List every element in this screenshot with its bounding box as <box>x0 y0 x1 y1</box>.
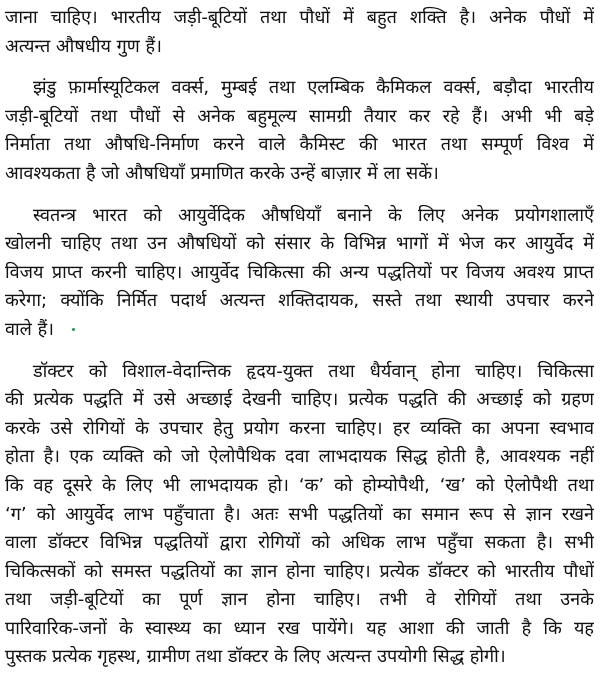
stray-dot-mark <box>72 328 75 331</box>
text-line: निर्माता तथा औषधि-निर्माण करने वाले कैमिस्ट की भारत तथा सम्पूर्ण विश्व में <box>5 134 594 156</box>
text-line: होता है। एक व्यक्ति को जो ऐलोपैथिक दवा लाभदायक सिद्ध होती है, आवश्यक नहीं <box>5 446 594 468</box>
text-line: करके उसे रोगियों के उपचार हेतु प्रयोग करना चाहिए। हर व्यक्ति का अपना स्वभाव <box>5 417 594 439</box>
text-line-content: वाले हैं। <box>5 318 54 340</box>
paragraph-4 <box>5 358 594 673</box>
text-line: विजय प्राप्त करनी चाहिए। आयुर्वेद चिकित्सा की अन्य पद्धतियों पर विजय अवश्य प्राप्त <box>5 261 594 283</box>
text-line: पारिवारिक-जनों के स्वास्थ्य का ध्यान रख पायेंगे। यह आशा की जाती है कि यह <box>5 617 594 639</box>
text-line: डॉक्टर को विशाल-वेदान्तिक हृदय-युक्त तथा धैर्यवान् होना चाहिए। चिकित्सा <box>33 360 594 382</box>
paragraph-3 <box>5 202 594 345</box>
text-line: की प्रत्येक पद्धति में उसे अच्छाई देखनी चाहिए। प्रत्येक पद्धति की अच्छाई को ग्रहण <box>5 389 594 411</box>
text-line: खोलनी चाहिए तथा उन औषधियों को संसार के विभिन्न भागों में भेज कर आयुर्वेद में <box>5 233 594 255</box>
text-line: ‘ग’ को आयुर्वेद लाभ पहुँचाता है। अतः सभी पद्धतियों का समान रूप से ज्ञान रखने <box>5 503 594 525</box>
paragraph-1 <box>5 4 594 61</box>
text-line: झंडु फ़ार्मास्यूटिकल वर्क्स, मुम्बई तथा एलम्बिक कैमिकल वर्क्स, बड़ौदा भारतीय <box>33 77 594 99</box>
text-line <box>5 316 594 345</box>
text-line: आवश्यकता है जो औषधियाँ प्रमाणित करके उन्हें बाज़ार में ला सकें। <box>5 162 439 184</box>
text-line: स्वतन्त्र भारत को आयुर्वेदिक औषधियाँ बनाने के लिए अनेक प्रयोगशालाएँ <box>33 204 594 226</box>
paragraph-2 <box>5 74 594 188</box>
text-line: चिकित्सकों को समस्त पद्धतियों का ज्ञान होना चाहिए। प्रत्येक डॉक्टर को भारतीय पौधों <box>5 560 594 582</box>
text-line: कि वह दूसरे के लिए भी लाभदायक हो। ‘क’ को होम्योपैथी, ‘ख’ को ऐलोपैथी तथा <box>5 474 594 496</box>
text-line: पुस्तक प्रत्येक गृहस्थ, ग्रामीण तथा डॉक्टर के लिए अत्यन्त उपयोगी सिद्ध होगी। <box>5 646 506 668</box>
text-line: अत्यन्त औषधीय गुण हैं। <box>5 35 162 57</box>
text-line: जड़ी-बूटियों तथा पौधों से अनेक बहुमूल्य सामग्री तैयार कर रहे हैं। अभी भी बड़े <box>5 105 594 127</box>
text-line: वाला डॉक्टर विभिन्न पद्धतियों द्वारा रोगियों को अधिक लाभ पहुँचा सकता है। सभी <box>5 532 594 554</box>
text-line: जाना चाहिए। भारतीय जड़ी-बूटियों तथा पौधों में बहुत शक्ति है। अनेक पौधों में <box>5 7 594 28</box>
text-line: तथा जड़ी-बूटियों का पूर्ण ज्ञान होना चाहिए। तभी वे रोगियों तथा उनके <box>5 589 594 611</box>
text-line: करेगा; क्योंकि निर्मित पदार्थ अत्यन्त शक्तिदायक, सस्ते तथा स्थायी उपचार करने <box>5 290 594 312</box>
